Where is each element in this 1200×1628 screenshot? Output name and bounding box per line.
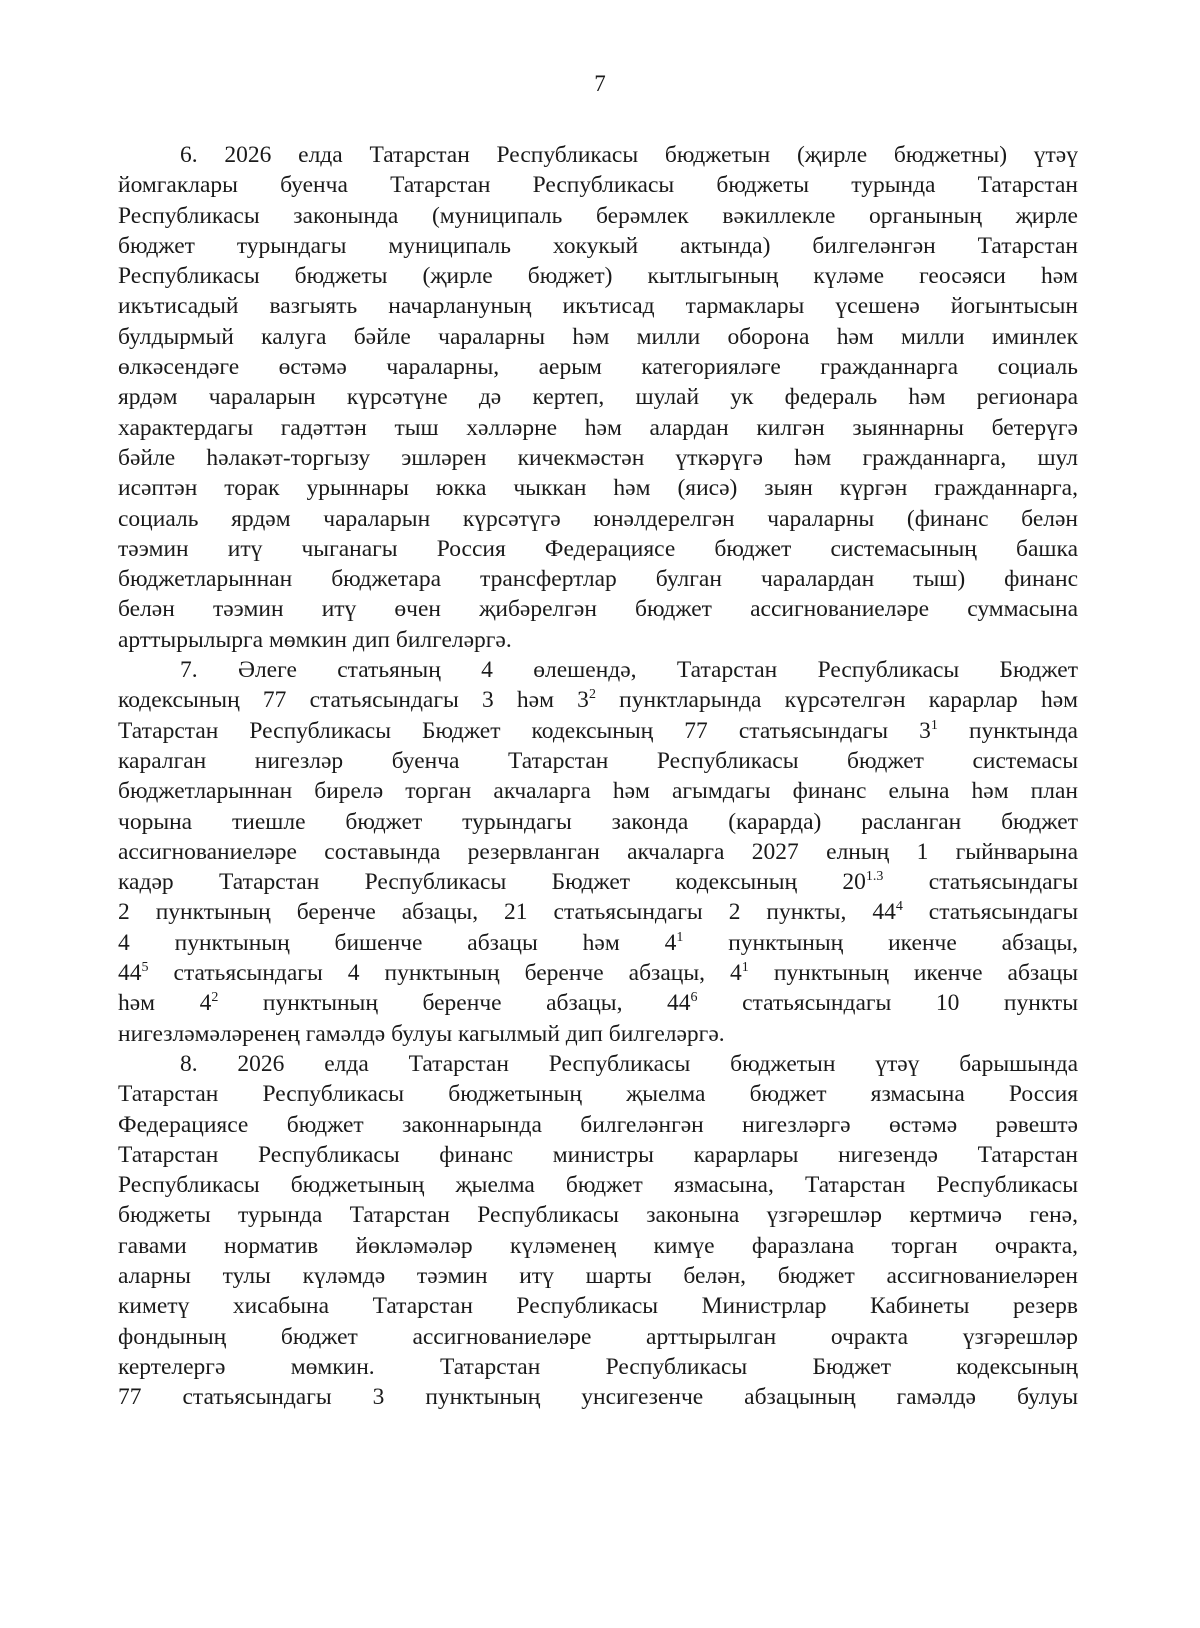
text-run: статьясындагы — [883, 869, 1078, 896]
superscript: 1 — [741, 960, 749, 976]
text-line — [118, 988, 1078, 1018]
text-line: бюджетларыннан бюджетара трансфертлар булган чаралардан тыш) финанс — [118, 566, 1078, 593]
text-line: Республикасы бюджеты (җирле бюджет) кытлыгының күләме геосәяси һәм — [118, 263, 1078, 290]
text-line — [118, 716, 1078, 746]
superscript: 2 — [211, 990, 219, 1006]
text-line: белән тәэмин итү өчен җибәрелгән бюджет ассигнованиеләре суммасына — [118, 596, 1078, 623]
text-run: пунктларында күрсәтелгән карарлар һәм — [595, 687, 1078, 714]
text-line: гавами норматив йөкләмәләр күләменең кимүе фаразлана торган очракта, — [118, 1232, 1078, 1259]
text-line: киметү хисабына Татарстан Республикасы Министрлар Кабинеты резерв — [118, 1293, 1078, 1320]
text-line: арттырылырга мөмкин дип билгеләргә. — [118, 626, 512, 653]
text-run: кадәр Татарстан Республикасы Бюджет кодексының 20 — [118, 869, 866, 896]
text-run: пунктының икенче абзацы — [748, 960, 1079, 987]
page-number: 7 — [594, 71, 606, 96]
text-line: кертелергә мөмкин. Татарстан Республикасы Бюджет кодексының — [118, 1353, 1078, 1380]
text-line: нигезләмәләренең гамәлдә булуы кагылмый дип билгеләргә. — [118, 1020, 725, 1047]
text-run: пунктының беренче абзацы, 44 — [218, 990, 691, 1017]
superscript: 2 — [588, 687, 596, 703]
text-line: Республикасы законында (муниципаль берәмлек вәкиллекле органының җирле — [118, 202, 1078, 229]
text-line: икътисадый вазгыять начарлануның икътисад тармаклары үсешенә йогынтысын — [118, 293, 1078, 320]
text-line: бюджет турындагы муниципаль хокукый актында) билгеләнгән Татарстан — [118, 232, 1078, 259]
superscript: 4 — [895, 899, 903, 915]
text-line: фондының бюджет ассигнованиеләре арттырылган очракта үзгәрешләр — [118, 1323, 1078, 1350]
text-run: пунктының икенче абзацы, — [683, 929, 1078, 956]
text-line: бәйле һәлакәт-торгызу эшләрен кичекмәстән үткәрүгә һәм гражданнарга, шул — [118, 444, 1078, 471]
text-line: чорына тиешле бюджет турындагы законда (карарда) расланган бюджет — [118, 808, 1078, 835]
text-line — [118, 685, 1078, 715]
text-line: 8. 2026 елда Татарстан Республикасы бюджетын үтәү барышында — [180, 1050, 1078, 1077]
text-line: өлкәсендәге өстәмә чараларны, аерым категорияләге гражданнарга социаль — [118, 354, 1078, 381]
paragraph-p6 — [118, 140, 1078, 655]
superscript: 1 — [930, 717, 938, 733]
text-line — [118, 928, 1078, 958]
text-line: ярдәм чараларын күрсәтүне дә кертеп, шулай ук федераль һәм регионара — [118, 384, 1078, 411]
text-line: исәптән торак урыннары юкка чыккан һәм (яисә) зыян күргән гражданнарга, — [118, 475, 1078, 502]
text-line: Татарстан Республикасы бюджетының җыелма бюджет язмасына Россия — [118, 1081, 1078, 1108]
text-line — [118, 958, 1078, 988]
superscript: 6 — [690, 990, 698, 1006]
text-run: 4 пунктының бишенче абзацы һәм 4 — [118, 929, 677, 956]
text-line: ассигнованиеләре составында резервланган акчаларга 2027 елның 1 гыйнварына — [118, 838, 1078, 865]
text-line: бюджеты турында Татарстан Республикасы законына үзгәрешләр кертмичә генә, — [118, 1202, 1078, 1229]
text-line: каралган нигезләр буенча Татарстан Республикасы бюджет системасы — [118, 747, 1078, 774]
superscript: 1 — [676, 929, 684, 945]
text-run: кодексының 77 статьясындагы 3 һәм 3 — [118, 687, 589, 714]
text-line: характердагы гадәттән тыш хәлләрне һәм алардан килгән зыяннарны бетерүгә — [118, 414, 1078, 441]
text-run: статьясындагы 4 пунктының беренче абзацы, 4 — [148, 960, 742, 987]
document-body — [118, 140, 1078, 1412]
text-run: һәм 4 — [118, 990, 212, 1017]
text-run: 2 пунктының беренче абзацы, 21 статьясындагы 2 пункты, 44 — [118, 899, 896, 926]
text-run: статьясындагы — [902, 899, 1079, 926]
superscript: 5 — [141, 960, 149, 976]
text-run: Татарстан Республикасы Бюджет кодексының 77 статьясындагы 3 — [118, 717, 931, 744]
text-line: булдырмый калуга бәйле чараларны һәм милли оборона һәм милли иминлек — [118, 323, 1078, 350]
text-line: 7. Әлеге статьяның 4 өлешендә, Татарстан Республикасы Бюджет — [180, 657, 1078, 684]
text-line — [118, 867, 1078, 897]
text-line: йомгаклары буенча Татарстан Республикасы бюджеты турында Татарстан — [118, 172, 1078, 199]
paragraph-p8 — [118, 1049, 1078, 1413]
text-run: 44 — [118, 960, 142, 987]
paragraph-p7 — [118, 655, 1078, 1049]
text-run: статьясындагы 10 пункты — [697, 990, 1078, 1017]
text-run: пунктында — [937, 717, 1078, 744]
text-line: 6. 2026 елда Татарстан Республикасы бюджетын (җирле бюджетны) үтәү — [180, 142, 1078, 168]
superscript: 1.3 — [865, 869, 884, 885]
text-line — [118, 897, 1078, 927]
text-line: Федерациясе бюджет законнарында билгеләнгән нигезләргә өстәмә рәвештә — [118, 1111, 1078, 1138]
text-line: тәэмин итү чыганагы Россия Федерациясе бюджет системасының башка — [118, 535, 1078, 562]
text-line: социаль ярдәм чараларын күрсәтүгә юнәлдерелгән чараларны (финанс белән — [118, 505, 1078, 532]
text-line: Татарстан Республикасы финанс министры карарлары нигезендә Татарстан — [118, 1141, 1078, 1168]
text-line: бюджетларыннан бирелә торган акчаларга һәм агымдагы финанс елына һәм план — [118, 778, 1078, 805]
text-line: Республикасы бюджетының җыелма бюджет язмасына, Татарстан Республикасы — [118, 1172, 1078, 1199]
text-line: 77 статьясындагы 3 пунктының унсигезенче абзацының гамәлдә булуы — [118, 1384, 1078, 1411]
text-line: аларны тулы күләмдә тәэмин итү шарты белән, бюджет ассигнованиеләрен — [118, 1262, 1078, 1289]
